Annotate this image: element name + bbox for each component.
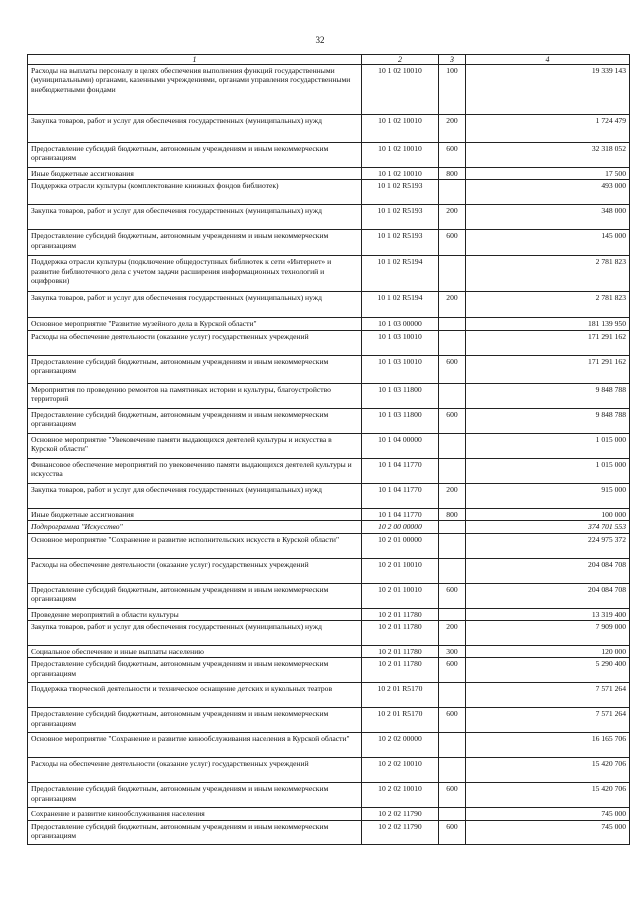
- row-name: Социальное обеспечение и иные выплаты населению: [28, 646, 362, 658]
- budget-table: [27, 54, 630, 845]
- table-row: [28, 783, 630, 808]
- row-code: 10 1 02 R5193: [362, 180, 439, 205]
- row-expense-type: 200: [439, 292, 466, 318]
- row-code: 10 1 04 11770: [362, 458, 439, 483]
- row-code: 10 1 02 R5193: [362, 230, 439, 256]
- table-row: [28, 458, 630, 483]
- row-expense-type: 200: [439, 205, 466, 230]
- row-code: 10 1 03 10010: [362, 355, 439, 383]
- row-amount: 181 139 950: [466, 318, 630, 330]
- row-name: Иные бюджетные ассигнования: [28, 168, 362, 180]
- row-name: Предоставление субсидий бюджетным, автономным учреждениям и иным некоммерческим организациям: [28, 408, 362, 433]
- row-code: 10 1 02 R5194: [362, 292, 439, 318]
- table-row: [28, 330, 630, 355]
- column-header-vr: 3: [439, 55, 466, 65]
- row-name: Предоставление субсидий бюджетным, автономным учреждениям и иным некоммерческим организациям: [28, 583, 362, 608]
- row-amount: 5 290 400: [466, 658, 630, 683]
- column-header-name: 1: [28, 55, 362, 65]
- row-expense-type: 600: [439, 708, 466, 733]
- row-code: 10 2 01 R5170: [362, 708, 439, 733]
- page-number: 32: [315, 35, 325, 45]
- table-row: [28, 205, 630, 230]
- row-expense-type: 200: [439, 621, 466, 646]
- row-name: Поддержка отрасли культуры (комплектование книжных фондов библиотек): [28, 180, 362, 205]
- table-row: [28, 683, 630, 708]
- table-row: [28, 533, 630, 558]
- row-amount: 374 701 553: [466, 521, 630, 533]
- row-code: 10 1 02 10010: [362, 143, 439, 168]
- row-name: Закупка товаров, работ и услуг для обеспечения государственных (муниципальных) нужд: [28, 621, 362, 646]
- row-expense-type: 200: [439, 483, 466, 508]
- row-amount: 1 724 479: [466, 115, 630, 143]
- row-name: Проведение мероприятий в области культуры: [28, 608, 362, 620]
- table-row: [28, 355, 630, 383]
- row-name: Предоставление субсидий бюджетным, автономным учреждениям и иным некоммерческим организациям: [28, 230, 362, 256]
- row-expense-type: [439, 458, 466, 483]
- table-row: [28, 168, 630, 180]
- row-amount: 745 000: [466, 820, 630, 844]
- row-code: 10 1 03 10010: [362, 330, 439, 355]
- row-expense-type: 800: [439, 508, 466, 520]
- row-amount: 171 291 162: [466, 355, 630, 383]
- row-amount: 1 015 000: [466, 433, 630, 458]
- row-code: 10 1 02 10010: [362, 168, 439, 180]
- row-code: 10 2 01 11780: [362, 608, 439, 620]
- row-amount: 745 000: [466, 808, 630, 820]
- row-name: Сохранение и развитие кинообслуживания населения: [28, 808, 362, 820]
- row-code: 10 2 01 00000: [362, 533, 439, 558]
- row-expense-type: [439, 521, 466, 533]
- row-expense-type: 600: [439, 583, 466, 608]
- row-name: Поддержка отрасли культуры (подключение общедоступных библиотек к сети «Интернет» и развитие библиотечного дела с учетом задачи расширения информационных технологий и оцифровки): [28, 256, 362, 292]
- row-name: Предоставление субсидий бюджетным, автономным учреждениям и иным некоммерческим организациям: [28, 708, 362, 733]
- table-row: [28, 230, 630, 256]
- row-expense-type: [439, 383, 466, 408]
- row-amount: 145 000: [466, 230, 630, 256]
- table-row: [28, 433, 630, 458]
- row-code: 10 1 03 00000: [362, 318, 439, 330]
- table-row: [28, 383, 630, 408]
- column-header-code: 2: [362, 55, 439, 65]
- row-code: 10 2 01 11780: [362, 658, 439, 683]
- row-amount: 493 000: [466, 180, 630, 205]
- row-name: Предоставление субсидий бюджетным, автономным учреждениям и иным некоммерческим организациям: [28, 658, 362, 683]
- row-amount: 2 781 823: [466, 292, 630, 318]
- row-expense-type: 600: [439, 355, 466, 383]
- column-header-amount: 4: [466, 55, 630, 65]
- row-expense-type: [439, 733, 466, 758]
- row-expense-type: [439, 433, 466, 458]
- row-code: 10 1 02 R5193: [362, 205, 439, 230]
- row-name: Предоставление субсидий бюджетным, автономным учреждениям и иным некоммерческим организациям: [28, 143, 362, 168]
- table-row: [28, 292, 630, 318]
- row-name: Мероприятия по проведению ремонтов на памятниках истории и культуры, благоустройство территорий: [28, 383, 362, 408]
- row-amount: 9 848 788: [466, 408, 630, 433]
- row-name: Закупка товаров, работ и услуг для обеспечения государственных (муниципальных) нужд: [28, 483, 362, 508]
- row-name: Основное мероприятие "Сохранение и развитие кинообслуживания населения в Курской области": [28, 733, 362, 758]
- row-amount: 7 571 264: [466, 708, 630, 733]
- row-expense-type: [439, 330, 466, 355]
- table-row: [28, 608, 630, 620]
- table-row: [28, 318, 630, 330]
- row-amount: 15 420 706: [466, 758, 630, 783]
- row-expense-type: [439, 808, 466, 820]
- table-row: [28, 508, 630, 520]
- row-expense-type: 600: [439, 408, 466, 433]
- row-name: Поддержка творческой деятельности и техническое оснащение детских и кукольных театров: [28, 683, 362, 708]
- row-code: 10 1 02 10010: [362, 115, 439, 143]
- row-code: 10 2 01 11780: [362, 621, 439, 646]
- row-amount: 32 318 052: [466, 143, 630, 168]
- table-row: [28, 658, 630, 683]
- row-amount: 2 781 823: [466, 256, 630, 292]
- row-amount: 915 000: [466, 483, 630, 508]
- table-row: [28, 521, 630, 533]
- table-row: [28, 733, 630, 758]
- row-name: Закупка товаров, работ и услуг для обеспечения государственных (муниципальных) нужд: [28, 292, 362, 318]
- row-name: Предоставление субсидий бюджетным, автономным учреждениям и иным некоммерческим организациям: [28, 355, 362, 383]
- table-row: [28, 143, 630, 168]
- row-amount: 17 500: [466, 168, 630, 180]
- row-expense-type: 600: [439, 230, 466, 256]
- row-expense-type: 600: [439, 783, 466, 808]
- row-code: 10 2 00 00000: [362, 521, 439, 533]
- row-name: Закупка товаров, работ и услуг для обеспечения государственных (муниципальных) нужд: [28, 115, 362, 143]
- row-expense-type: [439, 758, 466, 783]
- row-amount: 7 909 000: [466, 621, 630, 646]
- row-code: 10 1 02 10010: [362, 65, 439, 115]
- row-amount: 348 000: [466, 205, 630, 230]
- table-row: [28, 758, 630, 783]
- table-row: [28, 646, 630, 658]
- table-row: [28, 115, 630, 143]
- row-amount: 13 319 400: [466, 608, 630, 620]
- table-row: [28, 256, 630, 292]
- row-expense-type: 600: [439, 820, 466, 844]
- row-amount: 204 084 708: [466, 583, 630, 608]
- row-code: 10 2 02 00000: [362, 733, 439, 758]
- row-expense-type: [439, 608, 466, 620]
- row-amount: 204 084 708: [466, 558, 630, 583]
- row-expense-type: [439, 318, 466, 330]
- table-row: [28, 483, 630, 508]
- row-expense-type: [439, 256, 466, 292]
- row-amount: 120 000: [466, 646, 630, 658]
- row-code: 10 1 04 00000: [362, 433, 439, 458]
- row-code: 10 1 03 11800: [362, 383, 439, 408]
- row-name: Финансовое обеспечение мероприятий по увековечению памяти выдающихся деятелей культуры и искусства: [28, 458, 362, 483]
- table-row: [28, 180, 630, 205]
- row-amount: 7 571 264: [466, 683, 630, 708]
- row-code: 10 1 02 R5194: [362, 256, 439, 292]
- row-code: 10 2 01 11780: [362, 646, 439, 658]
- row-name: Подпрограмма "Искусство": [28, 521, 362, 533]
- row-name: Расходы на обеспечение деятельности (оказание услуг) государственных учреждений: [28, 758, 362, 783]
- row-expense-type: [439, 683, 466, 708]
- row-expense-type: [439, 533, 466, 558]
- row-amount: 171 291 162: [466, 330, 630, 355]
- row-expense-type: [439, 558, 466, 583]
- row-amount: 224 975 372: [466, 533, 630, 558]
- row-code: 10 2 02 10010: [362, 758, 439, 783]
- row-name: Расходы на обеспечение деятельности (оказание услуг) государственных учреждений: [28, 558, 362, 583]
- table-row: [28, 65, 630, 115]
- table-row: [28, 808, 630, 820]
- row-name: Основное мероприятие "Сохранение и развитие исполнительских искусств в Курской области": [28, 533, 362, 558]
- table-row: [28, 408, 630, 433]
- table-row: [28, 558, 630, 583]
- row-expense-type: 200: [439, 115, 466, 143]
- row-name: Основное мероприятие "Увековечение памяти выдающихся деятелей культуры и искусства в Курской области": [28, 433, 362, 458]
- table-row: [28, 583, 630, 608]
- row-code: 10 2 02 11790: [362, 820, 439, 844]
- row-name: Предоставление субсидий бюджетным, автономным учреждениям и иным некоммерческим организациям: [28, 783, 362, 808]
- table-header-row: [28, 55, 630, 65]
- row-expense-type: [439, 180, 466, 205]
- row-code: 10 1 04 11770: [362, 483, 439, 508]
- table-row: [28, 621, 630, 646]
- row-amount: 16 165 706: [466, 733, 630, 758]
- row-code: 10 2 01 R5170: [362, 683, 439, 708]
- row-amount: 9 848 788: [466, 383, 630, 408]
- row-code: 10 2 01 10010: [362, 558, 439, 583]
- row-amount: 1 015 000: [466, 458, 630, 483]
- row-code: 10 2 02 10010: [362, 783, 439, 808]
- row-code: 10 2 01 10010: [362, 583, 439, 608]
- row-code: 10 1 03 11800: [362, 408, 439, 433]
- row-amount: 19 339 143: [466, 65, 630, 115]
- row-name: Расходы на обеспечение деятельности (оказание услуг) государственных учреждений: [28, 330, 362, 355]
- table-body: [28, 65, 630, 845]
- row-expense-type: 100: [439, 65, 466, 115]
- row-name: Основное мероприятие "Развитие музейного дела в Курской области": [28, 318, 362, 330]
- row-name: Закупка товаров, работ и услуг для обеспечения государственных (муниципальных) нужд: [28, 205, 362, 230]
- row-code: 10 1 04 11770: [362, 508, 439, 520]
- row-expense-type: 600: [439, 658, 466, 683]
- table-row: [28, 820, 630, 844]
- row-expense-type: 300: [439, 646, 466, 658]
- row-code: 10 2 02 11790: [362, 808, 439, 820]
- row-name: Иные бюджетные ассигнования: [28, 508, 362, 520]
- row-name: Предоставление субсидий бюджетным, автономным учреждениям и иным некоммерческим организациям: [28, 820, 362, 844]
- row-name: Расходы на выплаты персоналу в целях обеспечения выполнения функций государственными (муниципальными) органами, казенными учреждениями, органами управления государственными внебюджетными фондами: [28, 65, 362, 115]
- row-amount: 15 420 706: [466, 783, 630, 808]
- row-expense-type: 800: [439, 168, 466, 180]
- row-amount: 100 000: [466, 508, 630, 520]
- row-expense-type: 600: [439, 143, 466, 168]
- table-row: [28, 708, 630, 733]
